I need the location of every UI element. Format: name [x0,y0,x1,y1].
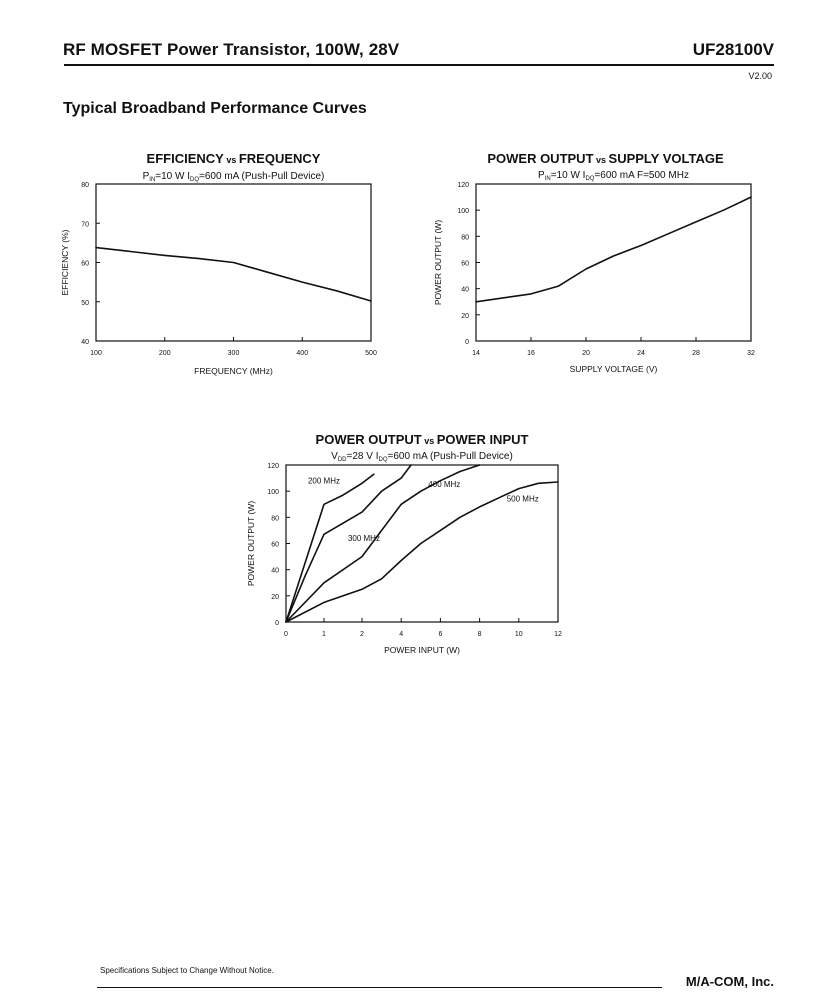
series-label: 500 MHz [506,494,539,504]
x-tick-label: 4 [399,631,404,638]
x-axis-label: POWER INPUT (W) [384,645,460,655]
series-label: 200 MHz [307,476,341,486]
x-tick-label: 300 [227,350,240,357]
x-tick-label: 500 [365,350,377,357]
series-label: 300 MHz [347,533,380,543]
y-tick-label: 20 [271,593,279,601]
y-tick-label: 0 [465,339,469,346]
series-label: 400 MHz [428,480,461,490]
y-axis-label: EFFICIENCY (%) [60,229,70,296]
x-tick-label: 6 [438,631,443,638]
y-tick-label: 60 [461,260,469,268]
series-line [96,248,371,301]
series-line-300-mhz [286,465,411,622]
part-number: UF28100V [692,40,774,59]
y-tick-label: 120 [267,463,279,470]
x-axis-label: FREQUENCY (MHz) [194,366,273,376]
x-tick-label: 0 [284,631,288,638]
section-title: Typical Broadband Performance Curves [63,100,367,117]
x-tick-label: 2 [360,631,364,638]
chart-subtitle: $P_{IN}=10$ W $I_{DQ}=600$ mA (Push-Pull Device) [142,171,325,183]
footer-divider [97,987,662,988]
chart-title: POWER OUTPUT vs SUPPLY VOLTAGE [487,151,724,166]
x-tick-label: 14 [472,350,480,357]
x-tick-label: 10 [514,631,523,638]
x-tick-label: 16 [527,350,535,357]
x-tick-label: 24 [637,350,645,357]
series-line [476,197,751,302]
y-tick-label: 50 [81,299,89,307]
footer-disclaimer: Specifications Subject to Change Without Notice. [100,966,274,975]
chart-subtitle: $P_{IN}=10$ W $I_{DQ}=600$ mA F=500 MHz [538,170,689,182]
y-tick-label: 60 [271,541,279,549]
y-tick-label: 120 [457,182,469,189]
chart-1 [60,151,377,376]
x-tick-label: 12 [554,631,562,638]
y-tick-label: 0 [275,620,279,627]
x-tick-label: 100 [90,350,102,357]
y-tick-label: 100 [457,208,469,216]
y-tick-label: 80 [81,182,89,189]
footer-company: M/A-COM, Inc. [685,974,774,989]
y-tick-label: 20 [461,312,469,320]
x-tick-label: 20 [582,350,590,357]
x-tick-label: 1 [322,631,326,638]
y-tick-label: 70 [81,221,89,229]
y-axis-label: POWER OUTPUT (W) [433,219,443,306]
chart-title: EFFICIENCY vs FREQUENCY [146,151,321,166]
chart-3 [246,432,562,655]
plot-frame [476,184,751,341]
y-axis-label: POWER OUTPUT (W) [246,500,256,587]
y-tick-label: 80 [461,234,469,242]
y-tick-label: 60 [81,260,89,268]
chart-2 [433,151,755,374]
x-tick-label: 8 [477,631,482,638]
document-title: RF MOSFET Power Transistor, 100W, 28V [63,40,400,59]
y-tick-label: 80 [271,515,279,523]
x-tick-label: 200 [158,350,171,357]
x-tick-label: 32 [747,350,755,357]
y-tick-label: 40 [461,286,469,294]
x-axis-label: SUPPLY VOLTAGE (V) [569,364,658,374]
version-label: V2.00 [748,71,772,81]
y-tick-label: 40 [81,339,89,346]
chart-title: POWER OUTPUT vs POWER INPUT [315,432,529,447]
y-tick-label: 100 [267,489,279,497]
y-tick-label: 40 [271,567,279,575]
x-tick-label: 400 [296,350,309,357]
chart-subtitle: $V_{DD}=28$ V $I_{DQ}=600$ mA (Push-Pull Device) [331,451,513,463]
x-tick-label: 28 [692,350,700,357]
